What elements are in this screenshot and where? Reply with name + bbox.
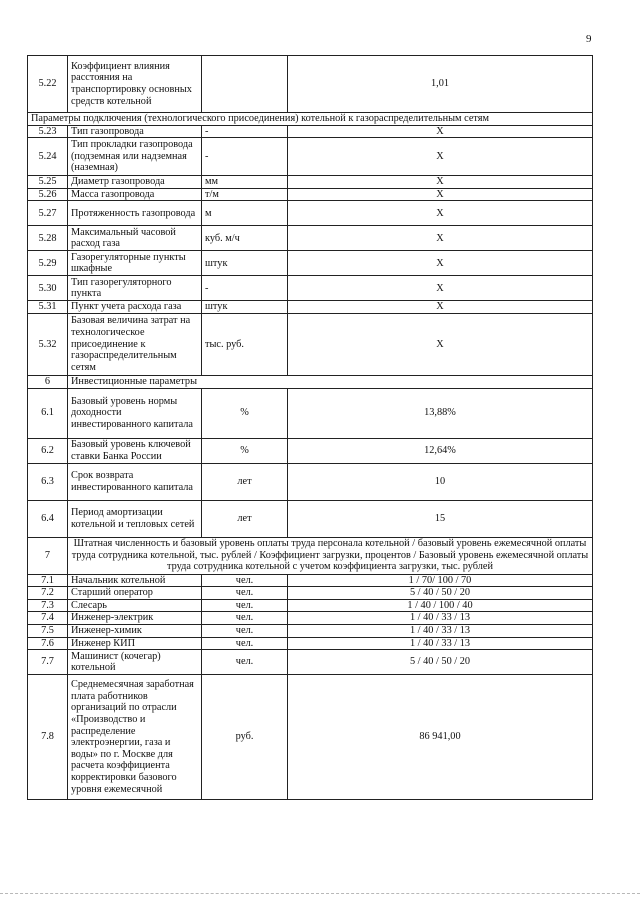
parameter-name: Диаметр газопровода	[68, 176, 202, 189]
value-cell: 86 941,00	[288, 675, 593, 800]
parameter-name: Среднемесячная заработная плата работников организаций по отрасли «Производство и распределение электроэнергии, газа и воды» по г. Москве для расчета коэффициента корректировки базового уровня ежемесячной	[68, 675, 202, 800]
row-number: 6	[28, 375, 68, 388]
value-cell: Х	[288, 138, 593, 176]
value-cell: Х	[288, 201, 593, 226]
row-number: 5.31	[28, 301, 68, 314]
unit-cell: чел.	[202, 587, 288, 600]
table-row	[28, 438, 593, 463]
row-number: 5.32	[28, 313, 68, 375]
value-cell: 15	[288, 500, 593, 537]
parameter-name: Тип газорегуляторного пункта	[68, 276, 202, 301]
row-number: 5.24	[28, 138, 68, 176]
table-row	[28, 313, 593, 375]
table-row	[28, 113, 593, 126]
section-heading: Штатная численность и базовый уровень оплаты труда персонала котельной / базовый уровень ежемесячной оплаты труда сотрудника котельной, тыс. рублей / Коэффициент загрузки, процентов / Базовый уровень ежемесячной оплаты труда сотрудника котельной с учетом коэффициента загрузки, тыс. рублей	[68, 537, 593, 574]
row-number: 6.4	[28, 500, 68, 537]
value-cell: Х	[288, 125, 593, 138]
unit-cell: %	[202, 388, 288, 438]
table-row	[28, 599, 593, 612]
parameter-name: Базовый уровень нормы доходности инвестированного капитала	[68, 388, 202, 438]
parameter-name: Протяженность газопровода	[68, 201, 202, 226]
parameters-table	[27, 55, 593, 800]
table-row	[28, 125, 593, 138]
parameter-name: Инженер-химик	[68, 624, 202, 637]
table-row	[28, 675, 593, 800]
parameter-name: Базовая величина затрат на технологическое присоединение к газораспределительным сетям	[68, 313, 202, 375]
parameter-name: Период амортизации котельной и тепловых сетей	[68, 500, 202, 537]
section-heading: Инвестиционные параметры	[68, 375, 593, 388]
parameter-name: Масса газопровода	[68, 188, 202, 201]
unit-cell: руб.	[202, 675, 288, 800]
parameter-name: Базовый уровень ключевой ставки Банка России	[68, 438, 202, 463]
table-row	[28, 574, 593, 587]
value-cell: 12,64%	[288, 438, 593, 463]
table-row	[28, 138, 593, 176]
value-cell: 10	[288, 463, 593, 500]
table-row	[28, 176, 593, 189]
unit-cell: чел.	[202, 637, 288, 650]
unit-cell: -	[202, 138, 288, 176]
unit-cell: %	[202, 438, 288, 463]
parameter-name: Тип газопровода	[68, 125, 202, 138]
unit-cell: чел.	[202, 574, 288, 587]
unit-cell: лет	[202, 463, 288, 500]
table-row	[28, 537, 593, 574]
row-number: 7.1	[28, 574, 68, 587]
parameter-name: Коэффициент влияния расстояния на транспортировку основных средств котельной	[68, 56, 202, 113]
table-row	[28, 500, 593, 537]
unit-cell: тыс. руб.	[202, 313, 288, 375]
value-cell: 5 / 40 / 50 / 20	[288, 650, 593, 675]
scan-bottom-edge	[0, 893, 640, 894]
parameter-name: Инженер КИП	[68, 637, 202, 650]
unit-cell: штук	[202, 301, 288, 314]
page-number: 9	[586, 33, 592, 45]
row-number: 5.29	[28, 251, 68, 276]
parameter-name: Начальник котельной	[68, 574, 202, 587]
unit-cell: -	[202, 276, 288, 301]
table-row	[28, 624, 593, 637]
table-row	[28, 226, 593, 251]
value-cell: 1 / 70/ 100 / 70	[288, 574, 593, 587]
parameter-name: Инженер-электрик	[68, 612, 202, 625]
table-row	[28, 637, 593, 650]
value-cell: Х	[288, 313, 593, 375]
unit-cell: штук	[202, 251, 288, 276]
table-row	[28, 612, 593, 625]
value-cell: Х	[288, 301, 593, 314]
parameter-name: Тип прокладки газопровода (подземная или надземная (наземная)	[68, 138, 202, 176]
table-row	[28, 388, 593, 438]
row-number: 7.5	[28, 624, 68, 637]
row-number: 7.3	[28, 599, 68, 612]
table-row	[28, 276, 593, 301]
unit-cell: чел.	[202, 624, 288, 637]
row-number: 5.28	[28, 226, 68, 251]
value-cell: Х	[288, 276, 593, 301]
table-row	[28, 56, 593, 113]
unit-cell: чел.	[202, 612, 288, 625]
value-cell: 1 / 40 / 100 / 40	[288, 599, 593, 612]
row-number: 7.7	[28, 650, 68, 675]
value-cell: Х	[288, 188, 593, 201]
unit-cell: -	[202, 125, 288, 138]
value-cell: Х	[288, 251, 593, 276]
parameter-name: Машинист (кочегар) котельной	[68, 650, 202, 675]
row-number: 5.25	[28, 176, 68, 189]
unit-cell: мм	[202, 176, 288, 189]
parameter-name: Максимальный часовой расход газа	[68, 226, 202, 251]
row-number: 5.26	[28, 188, 68, 201]
value-cell: 1 / 40 / 33 / 13	[288, 624, 593, 637]
row-number: 5.22	[28, 56, 68, 113]
unit-cell: куб. м/ч	[202, 226, 288, 251]
unit-cell: лет	[202, 500, 288, 537]
row-number: 6.2	[28, 438, 68, 463]
section-heading: Параметры подключения (технологического присоединения) котельной к газораспределительным сетям	[28, 113, 593, 126]
row-number: 5.30	[28, 276, 68, 301]
table-row	[28, 375, 593, 388]
row-number: 5.27	[28, 201, 68, 226]
value-cell: 1 / 40 / 33 / 13	[288, 637, 593, 650]
table-row	[28, 201, 593, 226]
row-number: 7.6	[28, 637, 68, 650]
parameter-name: Срок возврата инвестированного капитала	[68, 463, 202, 500]
table-row	[28, 251, 593, 276]
row-number: 7.8	[28, 675, 68, 800]
parameter-name: Слесарь	[68, 599, 202, 612]
table-row	[28, 587, 593, 600]
unit-cell: т/м	[202, 188, 288, 201]
row-number: 7.2	[28, 587, 68, 600]
parameter-name: Газорегуляторные пункты шкафные	[68, 251, 202, 276]
row-number: 5.23	[28, 125, 68, 138]
row-number: 6.3	[28, 463, 68, 500]
row-number: 6.1	[28, 388, 68, 438]
table-row	[28, 301, 593, 314]
unit-cell: чел.	[202, 650, 288, 675]
value-cell: 13,88%	[288, 388, 593, 438]
table-row	[28, 463, 593, 500]
value-cell: 5 / 40 / 50 / 20	[288, 587, 593, 600]
table-row	[28, 650, 593, 675]
row-number: 7.4	[28, 612, 68, 625]
unit-cell: м	[202, 201, 288, 226]
value-cell: Х	[288, 176, 593, 189]
parameter-name: Пункт учета расхода газа	[68, 301, 202, 314]
unit-cell: чел.	[202, 599, 288, 612]
value-cell: Х	[288, 226, 593, 251]
unit-cell	[202, 56, 288, 113]
value-cell: 1,01	[288, 56, 593, 113]
row-number: 7	[28, 537, 68, 574]
parameter-name: Старший оператор	[68, 587, 202, 600]
table-row	[28, 188, 593, 201]
value-cell: 1 / 40 / 33 / 13	[288, 612, 593, 625]
